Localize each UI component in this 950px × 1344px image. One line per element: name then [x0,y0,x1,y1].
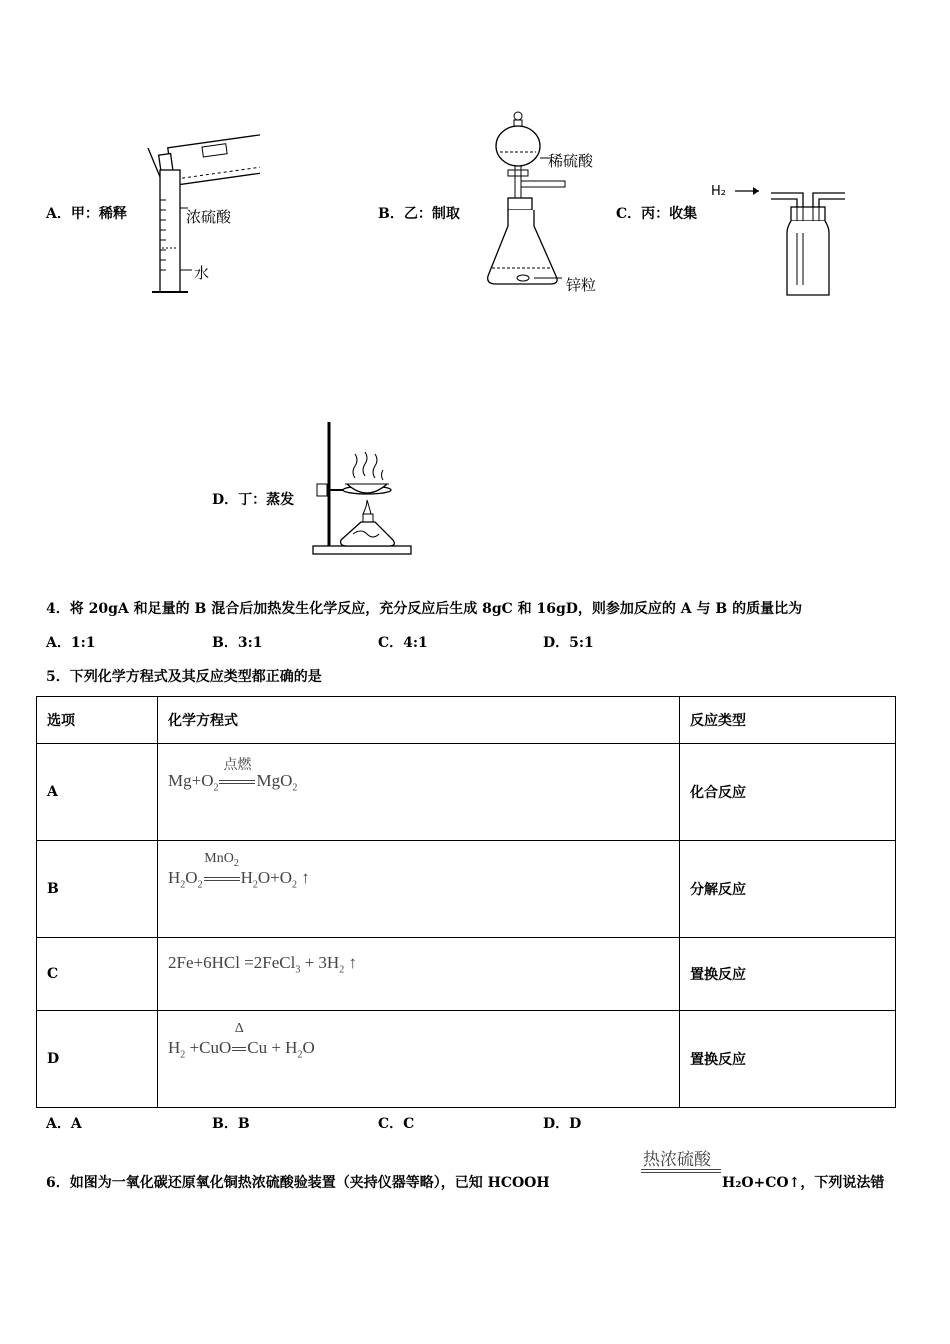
q5-option-b[interactable]: B．B [212,1116,250,1132]
row-equation: $H_2O_2$ MnO$_2$ $H_2O+O_2$ ↑ [158,841,680,938]
q4-option-b[interactable]: B．3:1 [212,635,263,651]
row-option: A [37,744,158,841]
conc-sulfuric-label: 浓硫酸 [186,208,232,226]
question-6-text-suffix: H₂O+CO↑，下列说法错 [722,1175,885,1191]
water-label: 水 [194,264,210,282]
table-row [37,1011,896,1108]
option-c-label: C．丙：收集 [616,206,698,222]
header-option: 选项 [37,697,158,744]
q5-option-c[interactable]: C．C [378,1116,415,1132]
header-type: 反应类型 [680,697,896,744]
evaporation-diagram [305,418,415,558]
option-a-label: A．甲：稀释 [46,206,127,222]
question-4-text: 4．将 20gA 和足量的 B 混合后加热发生化学反应，充分反应后生成 8gC 和 16gD，则参加反应的 A 与 B 的质量比为 [46,601,803,617]
row-type: 置换反应 [680,938,896,1011]
hydrogen-generator-diagram [478,108,628,298]
question-6-text: 6．如图为一氧化碳还原氧化铜热浓硫酸验装置（夹持仪器等略），已知 HCOOH [46,1175,550,1191]
q4-option-c[interactable]: C．4:1 [378,635,428,651]
row-option: B [37,841,158,938]
q6-reaction-condition: 热浓硫酸 [643,1150,711,1169]
q5-option-a[interactable]: A．A [46,1116,82,1132]
q4-option-d[interactable]: D．5:1 [543,635,594,651]
row-option: D [37,1011,158,1108]
q4-option-a[interactable]: A．1:1 [46,635,96,651]
row-equation: $H_2 +CuO$ Δ $Cu + H_2O$ [158,1011,680,1108]
row-option: C [37,938,158,1011]
option-d-label: D．丁：蒸发 [212,492,295,508]
zinc-label: 锌粒 [566,276,597,294]
table-header-row [37,697,896,744]
q6-equals-sign [641,1169,721,1173]
table-row [37,744,896,841]
row-type: 分解反应 [680,841,896,938]
row-equation: $Mg+O_2$ 点燃 MgO$_2$ [158,744,680,841]
q5-option-d[interactable]: D．D [543,1116,582,1132]
header-equation: 化学方程式 [158,697,680,744]
option-b-label: B．乙：制取 [378,206,460,222]
row-equation: 2Fe+6HCl =2FeCl$_3$ + $3H_2$ ↑ [158,938,680,1011]
equation-table [36,696,896,1108]
dilute-sulfuric-label: 稀硫酸 [548,152,594,170]
table-row [37,841,896,938]
h2-label: H₂ [711,184,726,199]
gas-collection-diagram [705,175,855,300]
row-type: 置换反应 [680,1011,896,1108]
dilution-diagram [130,130,260,305]
question-5-text: 5．下列化学方程式及其反应类型都正确的是 [46,669,322,685]
row-type: 化合反应 [680,744,896,841]
table-row [37,938,896,1011]
